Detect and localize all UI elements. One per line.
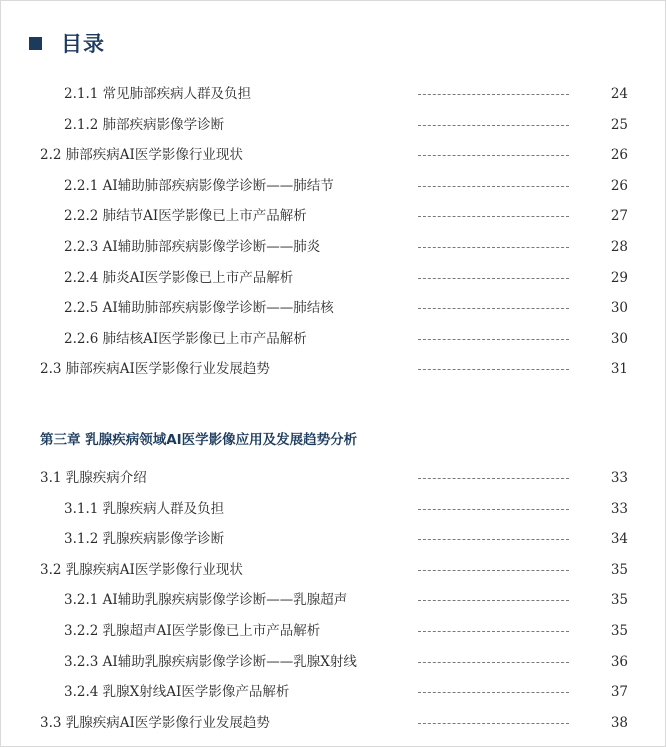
toc-page-number[interactable]: 33 [610, 470, 628, 486]
toc-entry-label[interactable]: 2.2.6 肺结核AI医学影像已上市产品解析 [64, 330, 307, 347]
toc-entry[interactable] [0, 589, 666, 611]
toc-page-number[interactable]: 34 [610, 531, 628, 548]
toc-entry-label[interactable]: 2.2.3 AI辅助肺部疾病影像学诊断——肺炎 [64, 239, 321, 255]
toc-entry-label[interactable]: 3.2 乳腺疾病AI医学影像行业现状 [40, 561, 243, 578]
toc-page-number[interactable]: 31 [610, 361, 628, 378]
toc-entry[interactable] [0, 83, 666, 105]
toc-entry-label[interactable]: 2.2.5 AI辅助肺部疾病影像学诊断——肺结核 [64, 300, 334, 317]
toc-page-number[interactable]: 35 [610, 623, 628, 639]
toc-entry[interactable] [0, 297, 666, 319]
toc-dot-leader [418, 570, 569, 571]
toc-dot-leader [418, 692, 569, 693]
chapter-title[interactable]: 第三章 乳腺疾病领域AI医学影像应用及发展趋势分析 [40, 432, 358, 448]
toc-page-number[interactable]: 29 [610, 269, 628, 286]
toc-entry[interactable] [0, 498, 666, 520]
toc-page-number[interactable]: 38 [610, 714, 628, 731]
page-title: 目录 [61, 32, 105, 56]
toc-page-number[interactable]: 30 [610, 330, 628, 347]
toc-entry-label[interactable]: 3.1.1 乳腺疾病人群及负担 [64, 500, 225, 517]
toc-page-number[interactable]: 25 [610, 116, 628, 133]
toc-entry-label[interactable]: 3.2.4 乳腺X射线AI医学影像产品解析 [64, 684, 290, 701]
toc-entry[interactable] [0, 620, 666, 642]
toc-entry-label[interactable]: 3.1.2 乳腺疾病影像学诊断 [64, 531, 225, 548]
toc-dot-leader [418, 339, 569, 340]
toc-header [29, 28, 105, 58]
toc-entry[interactable] [0, 267, 666, 289]
toc-dot-leader [418, 186, 569, 187]
toc-entry[interactable] [0, 651, 666, 673]
toc-entry-label[interactable]: 3.1 乳腺疾病介绍 [40, 470, 147, 486]
toc-page-number[interactable]: 35 [610, 592, 628, 609]
square-bullet-icon [29, 37, 42, 50]
toc-dot-leader [418, 278, 569, 279]
toc-dot-leader [418, 94, 569, 95]
toc-entry-label[interactable]: 3.2.1 AI辅助乳腺疾病影像学诊断——乳腺超声 [64, 592, 348, 609]
toc-entry[interactable] [0, 236, 666, 258]
toc-dot-leader [418, 369, 569, 370]
toc-entry-label[interactable]: 3.3 乳腺疾病AI医学影像行业发展趋势 [40, 714, 270, 731]
toc-entry[interactable] [0, 144, 666, 166]
toc-dot-leader [418, 631, 569, 632]
toc-entry-label[interactable]: 2.2.4 肺炎AI医学影像已上市产品解析 [64, 269, 294, 286]
toc-dot-leader [418, 155, 569, 156]
toc-dot-leader [418, 723, 569, 724]
toc-dot-leader [418, 478, 569, 479]
toc-page-number[interactable]: 37 [610, 684, 628, 701]
toc-page-number[interactable]: 30 [610, 300, 628, 317]
toc-entry-label[interactable]: 3.2.3 AI辅助乳腺疾病影像学诊断——乳腺X射线 [64, 653, 357, 670]
toc-dot-leader [418, 509, 569, 510]
toc-entry-label[interactable]: 2.2.1 AI辅助肺部疾病影像学诊断——肺结节 [64, 177, 334, 194]
toc-dot-leader [418, 662, 569, 663]
toc-entry[interactable] [0, 681, 666, 703]
toc-page-number[interactable]: 24 [610, 86, 628, 102]
toc-dot-leader [418, 216, 569, 217]
toc-entry-label[interactable]: 2.2.2 肺结节AI医学影像已上市产品解析 [64, 208, 307, 225]
toc-page-number[interactable]: 26 [610, 147, 628, 164]
toc-entry-label[interactable]: 2.2 肺部疾病AI医学影像行业现状 [40, 147, 243, 164]
toc-page-number[interactable]: 26 [610, 177, 628, 194]
toc-dot-leader [418, 600, 569, 601]
toc-entry[interactable] [0, 467, 666, 489]
toc-entry[interactable] [0, 328, 666, 350]
toc-page-number[interactable]: 35 [610, 561, 628, 578]
toc-entry[interactable] [0, 205, 666, 227]
toc-entry[interactable] [0, 559, 666, 581]
toc-page-number[interactable]: 36 [610, 653, 628, 670]
toc-entry[interactable] [0, 114, 666, 136]
toc-page-number[interactable]: 33 [610, 500, 628, 517]
toc-entry-label[interactable]: 3.2.2 乳腺超声AI医学影像已上市产品解析 [64, 623, 321, 639]
toc-page-number[interactable]: 28 [610, 239, 628, 255]
toc-entry-label[interactable]: 2.3 肺部疾病AI医学影像行业发展趋势 [40, 361, 270, 378]
toc-dot-leader [418, 125, 569, 126]
toc-dot-leader [418, 247, 569, 248]
toc-entry[interactable] [0, 528, 666, 550]
toc-page-number[interactable]: 27 [610, 208, 628, 225]
toc-entry-label[interactable]: 2.1.2 肺部疾病影像学诊断 [64, 116, 225, 133]
toc-dot-leader [418, 539, 569, 540]
toc-dot-leader [418, 308, 569, 309]
toc-entry[interactable] [0, 712, 666, 734]
toc-entry[interactable] [0, 358, 666, 380]
toc-entry[interactable] [0, 175, 666, 197]
toc-entry-label[interactable]: 2.1.1 常见肺部疾病人群及负担 [64, 86, 252, 102]
